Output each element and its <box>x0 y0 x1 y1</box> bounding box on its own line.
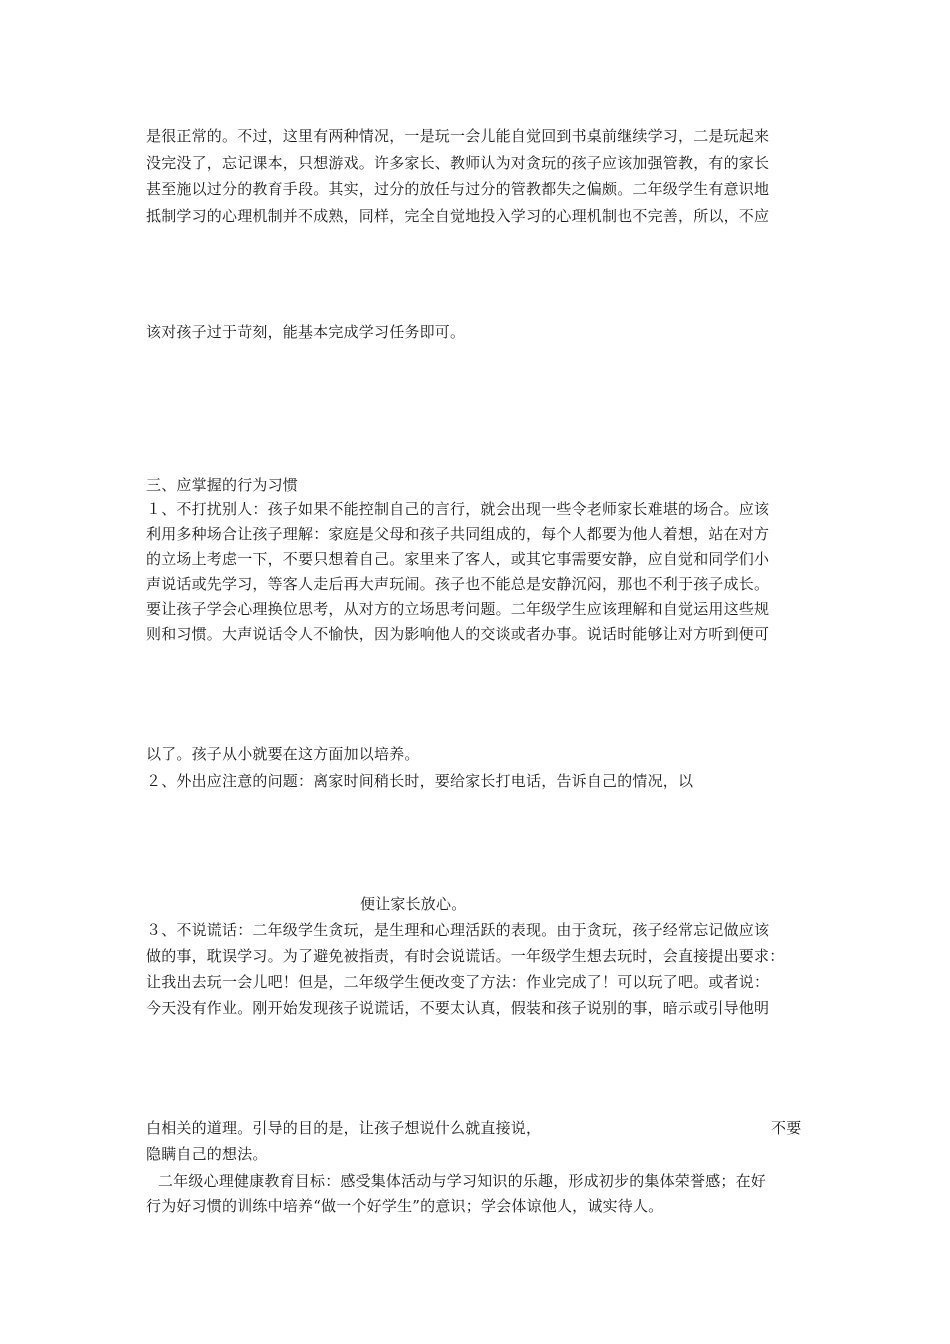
paragraph-line: 抵制学习的心理机制并不成熟，同样，完全自觉地投入学习的心理机制也不完善，所以，不应 <box>146 207 770 225</box>
item-line: 利用多种场合让孩子理解：家庭是父母和孩子共同组成的，每个人都要为他人着想，站在对方 <box>146 525 770 543</box>
paragraph-line: 没完没了，忘记课本，只想游戏。许多家长、教师认为对贪玩的孩子应该加强管教，有的家长 <box>146 154 770 172</box>
item-line: ３、不说谎话：二年级学生贪玩，是生理和心理活跃的表现。由于贪玩，孩子经常忘记做应该 <box>146 921 770 939</box>
section-heading: 三、应掌握的行为习惯 <box>146 476 299 494</box>
item-line: 做的事，耽误学习。为了避免被指责，有时会说谎话。一年级学生想去玩时，会直接提出要求： <box>146 947 785 965</box>
item-line: 的立场上考虑一下，不要只想着自己。家里来了客人，或其它事需要安静，应自觉和同学们小 <box>146 550 770 568</box>
item-line: 便让家长放心。 <box>360 895 467 913</box>
item-line: 隐瞒自己的想法。 <box>146 1145 268 1163</box>
item-line: 要让孩子学会心理换位思考，从对方的立场思考问题。二年级学生应该理解和自觉运用这些规 <box>146 600 770 618</box>
goal-line: 二年级心理健康教育目标：感受集体活动与学习知识的乐趣，形成初步的集体荣誉感；在好 <box>158 1172 767 1190</box>
item-line: ２、外出应注意的问题：离家时间稍长时，要给家长打电话，告诉自己的情况，以 <box>146 772 694 790</box>
paragraph-line: 是很正常的。不过，这里有两种情况，一是玩一会儿能自觉回到书桌前继续学习，二是玩起来 <box>146 127 770 145</box>
paragraph-line: 甚至施以过分的教育手段。其实，过分的放任与过分的管教都失之偏颇。二年级学生有意识地 <box>146 180 770 198</box>
item-line: 让我出去玩一会儿吧！但是，二年级学生便改变了方法：作业完成了！可以玩了吧。或者说： <box>146 973 770 991</box>
goal-line: 行为好习惯的训练中培养“做一个好学生”的意识；学会体谅他人，诚实待人。 <box>146 1197 664 1215</box>
item-line: 白相关的道理。引导的目的是，让孩子想说什么就直接说， <box>146 1119 542 1137</box>
paragraph-line: 该对孩子过于苛刻，能基本完成学习任务即可。 <box>146 323 466 341</box>
item-line: 声说话或先学习，等客人走后再大声玩闹。孩子也不能总是安静沉闷，那也不利于孩子成长。 <box>146 575 770 593</box>
item-line: １、不打扰别人：孩子如果不能控制自己的言行，就会出现一些令老师家长难堪的场合。应该 <box>146 500 770 518</box>
item-line: 以了。孩子从小就要在这方面加以培养。 <box>146 745 420 763</box>
item-line: 不要 <box>771 1119 802 1137</box>
item-line: 今天没有作业。刚开始发现孩子说谎话，不要太认真，假装和孩子说别的事，暗示或引导他明 <box>146 999 770 1017</box>
item-line: 则和习惯。大声说话令人不愉快，因为影响他人的交谈或者办事。说话时能够让对方听到便可 <box>146 625 770 643</box>
